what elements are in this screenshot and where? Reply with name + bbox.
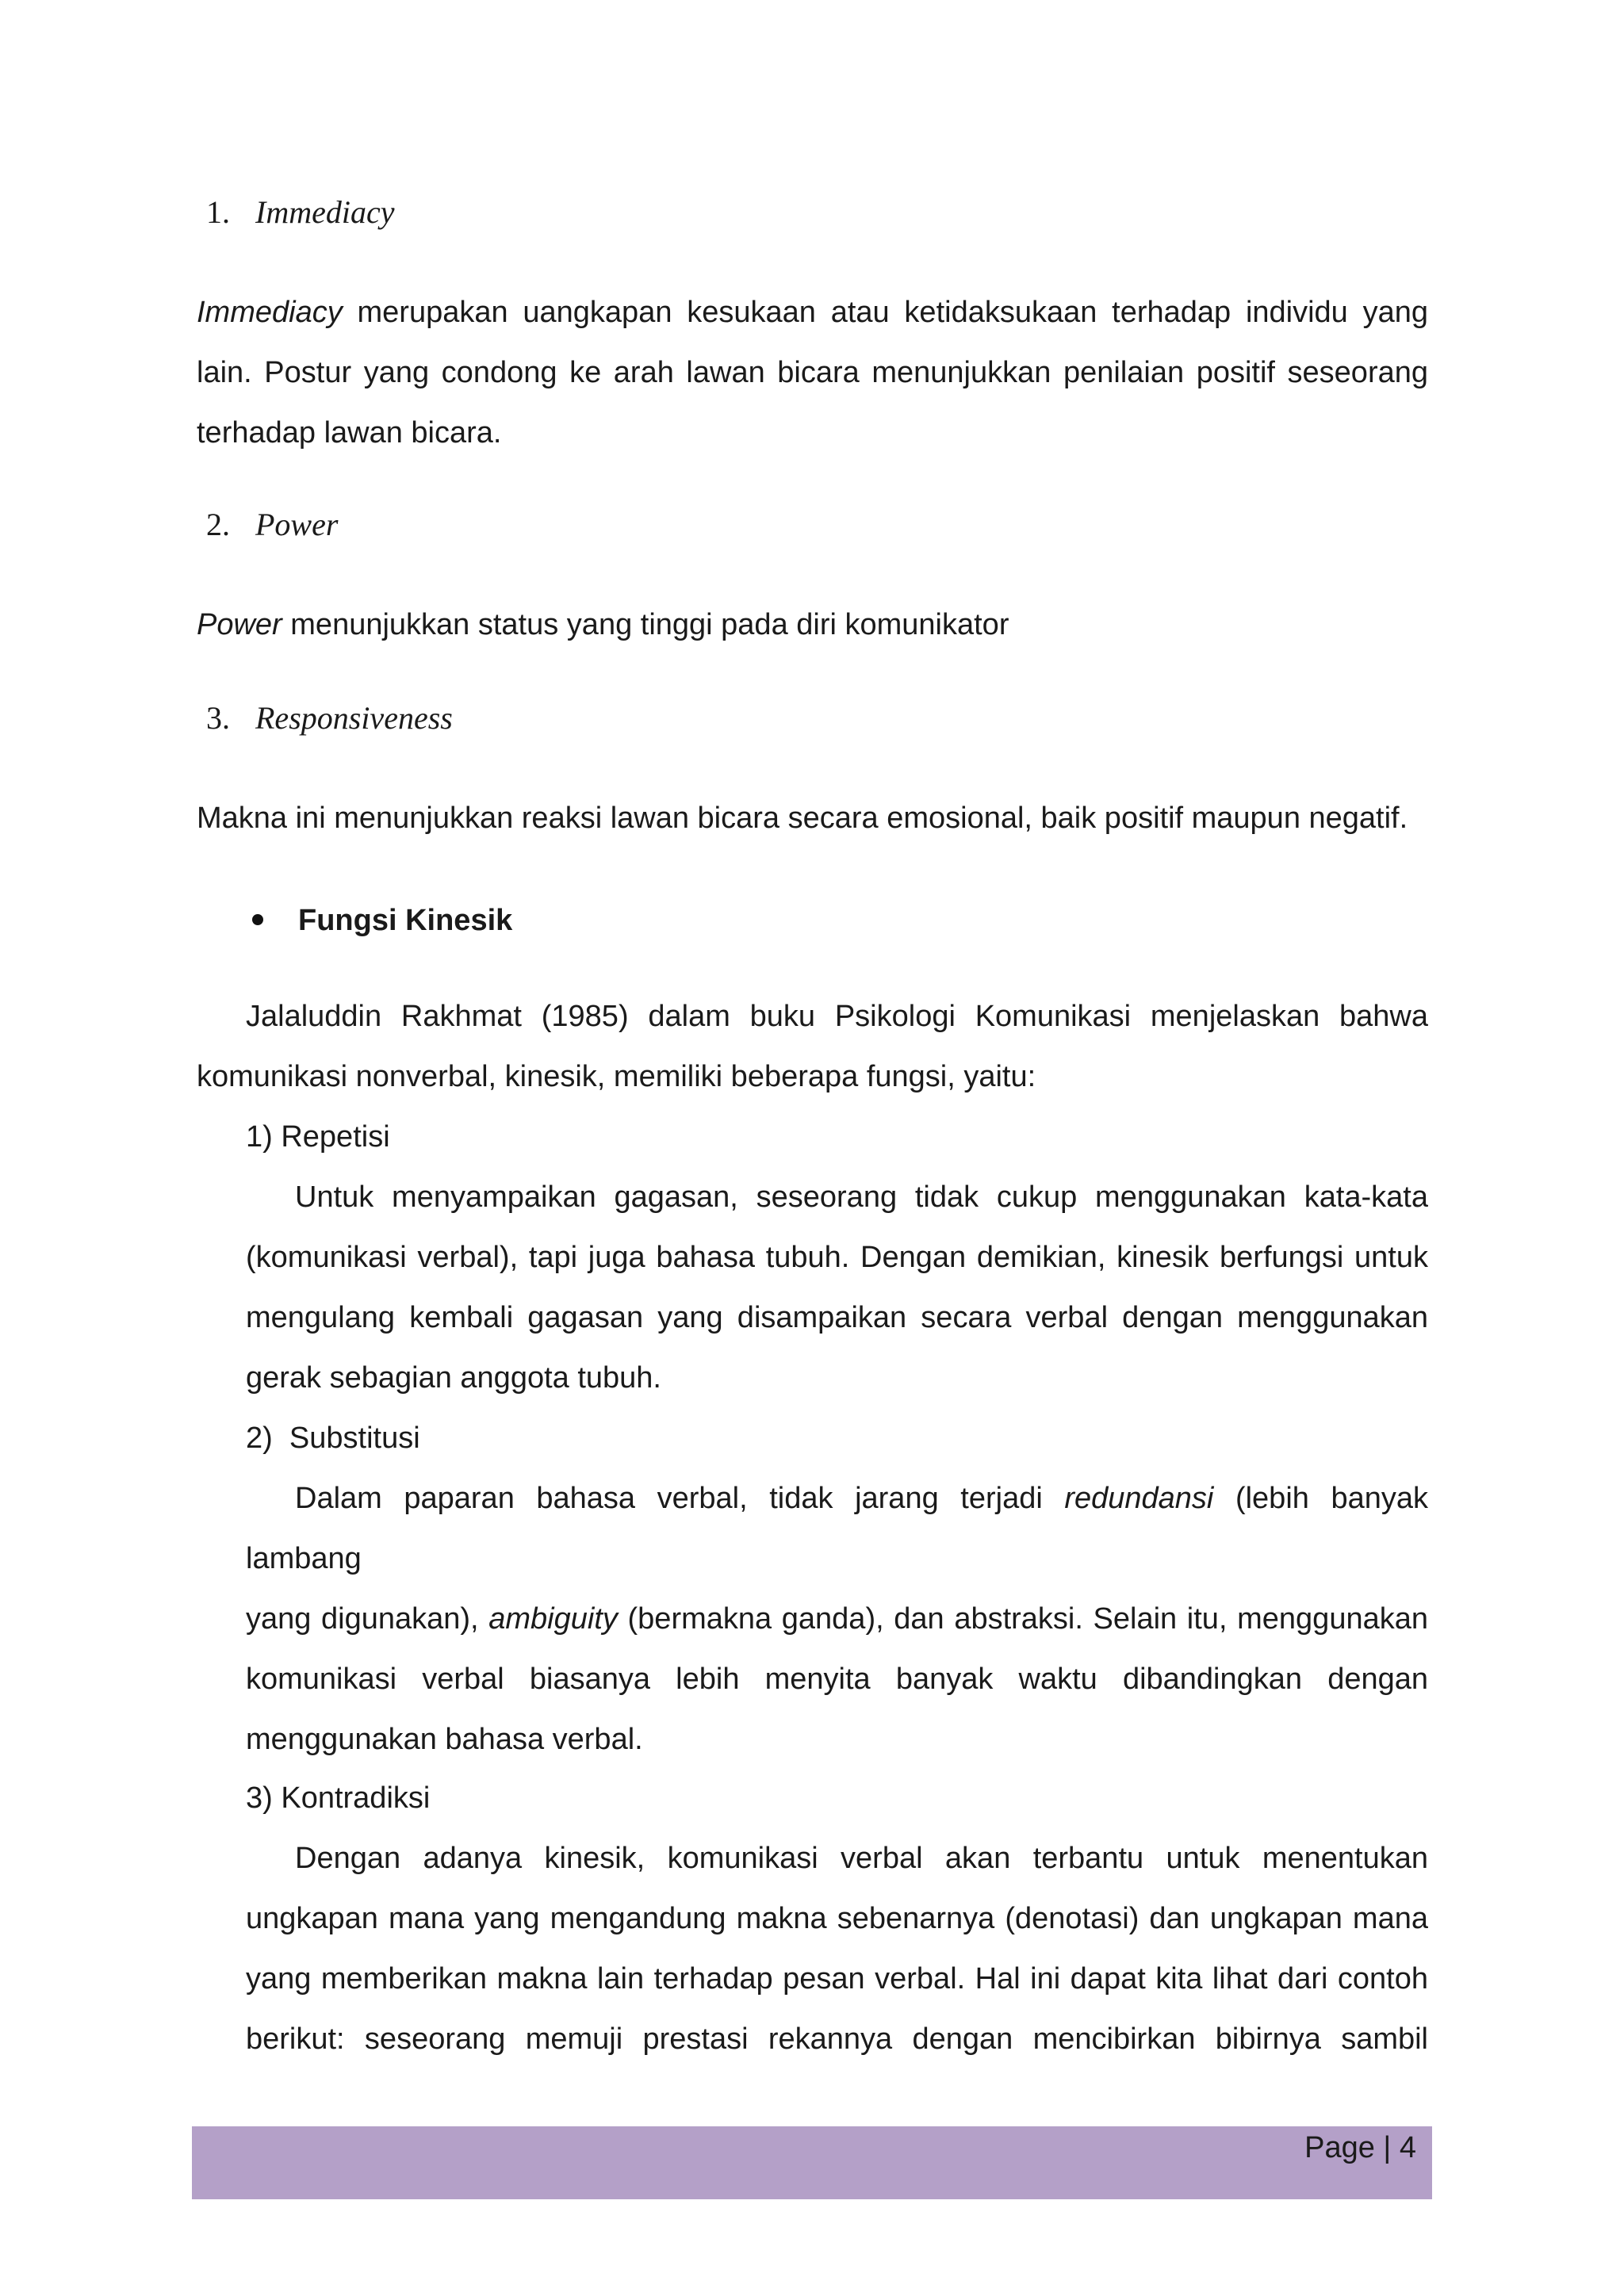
heading-power: [206, 506, 338, 543]
text-segment: yang digunakan),: [246, 1602, 489, 1636]
paragraph-line: berikut: seseorang memuji prestasi rekannya dengan mencibirkan bibirnya sambil: [246, 2022, 1428, 2056]
heading-number: 1.: [206, 194, 230, 230]
paragraph-power: [197, 595, 1428, 655]
heading-number: 3.: [206, 700, 230, 736]
paragraph-fungsi-intro: [197, 986, 1428, 1107]
term-redundansi: redundansi: [1064, 1482, 1214, 1515]
bullet-icon: [252, 914, 263, 925]
paragraph-responsiveness: [197, 788, 1428, 848]
term-power: Power: [197, 608, 282, 641]
list-item-label: 2) Substitusi: [246, 1422, 420, 1455]
paragraph-line: mengulang kembali gagasan yang disampaikan secara verbal dengan menggunakan: [246, 1301, 1428, 1334]
heading-text: Power: [255, 507, 339, 542]
paragraph-line: [246, 1589, 1428, 1649]
text-segment: (lebih banyak lambang: [246, 1482, 1428, 1575]
paragraph-line: komunikasi nonverbal, kinesik, memiliki beberapa fungsi, yaitu:: [197, 1060, 1036, 1093]
term-immediacy: Immediacy: [197, 296, 343, 329]
text-segment: menunjukkan status yang tinggi pada diri komunikator: [282, 608, 1009, 641]
paragraph-line: terhadap lawan bicara.: [197, 416, 502, 450]
footer-bar: [192, 2126, 1432, 2199]
list-item-substitusi: [246, 1408, 1428, 1770]
list-item-label: 3) Kontradiksi: [246, 1781, 431, 1815]
list-item-repetisi: [246, 1107, 1428, 1408]
paragraph-line: [197, 595, 1428, 655]
paragraph-line: [246, 1468, 1428, 1589]
heading-text: Responsiveness: [255, 700, 453, 736]
paragraph-line: yang memberikan makna lain terhadap pesan verbal. Hal ini dapat kita lihat dari contoh: [246, 1962, 1428, 1996]
heading-responsiveness: [206, 699, 453, 737]
page-number: Page | 4: [1304, 2131, 1416, 2164]
paragraph-line: komunikasi verbal biasanya lebih menyita banyak waktu dibandingkan dengan: [246, 1663, 1428, 1696]
paragraph-immediacy: [197, 282, 1428, 463]
text-segment: merupakan uangkapan kesukaan atau ketidaksukaan terhadap individu yang: [342, 296, 1428, 329]
heading-text: Immediacy: [255, 194, 395, 230]
paragraph-line: Makna ini menunjukkan reaksi lawan bicara secara emosional, baik positif maupun negatif.: [197, 802, 1408, 835]
list-item-label: 1) Repetisi: [246, 1120, 390, 1154]
term-ambiguity: ambiguity: [488, 1602, 618, 1636]
heading-immediacy: [206, 193, 394, 231]
paragraph-line: ungkapan mana yang mengandung makna sebenarnya (denotasi) dan ungkapan mana: [246, 1902, 1428, 1935]
paragraph-line: Dengan adanya kinesik, komunikasi verbal akan terbantu untuk menentukan: [295, 1842, 1428, 1875]
heading-number: 2.: [206, 507, 230, 542]
paragraph-line: menggunakan bahasa verbal.: [246, 1723, 643, 1756]
paragraph-line: Jalaluddin Rakhmat (1985) dalam buku Psikologi Komunikasi menjelaskan bahwa: [246, 1000, 1428, 1033]
paragraph-line: lain. Postur yang condong ke arah lawan bicara menunjukkan penilaian positif seseorang: [197, 356, 1428, 389]
list-item-kontradiksi: [246, 1768, 1428, 2069]
paragraph-line: gerak sebagian anggota tubuh.: [246, 1361, 661, 1395]
text-segment: (bermakna ganda), dan abstraksi. Selain itu, menggunakan: [617, 1602, 1428, 1636]
bullet-heading-text: Fungsi Kinesik: [298, 904, 513, 937]
text-segment: Dalam paparan bahasa verbal, tidak jarang terjadi: [295, 1482, 1065, 1515]
bullet-heading-fungsi-kinesik: [252, 904, 512, 938]
paragraph-line: (komunikasi verbal), tapi juga bahasa tubuh. Dengan demikian, kinesik berfungsi untuk: [246, 1241, 1428, 1274]
paragraph-line: [197, 282, 1428, 342]
paragraph-line: Untuk menyampaikan gagasan, seseorang tidak cukup menggunakan kata-kata: [295, 1181, 1428, 1214]
